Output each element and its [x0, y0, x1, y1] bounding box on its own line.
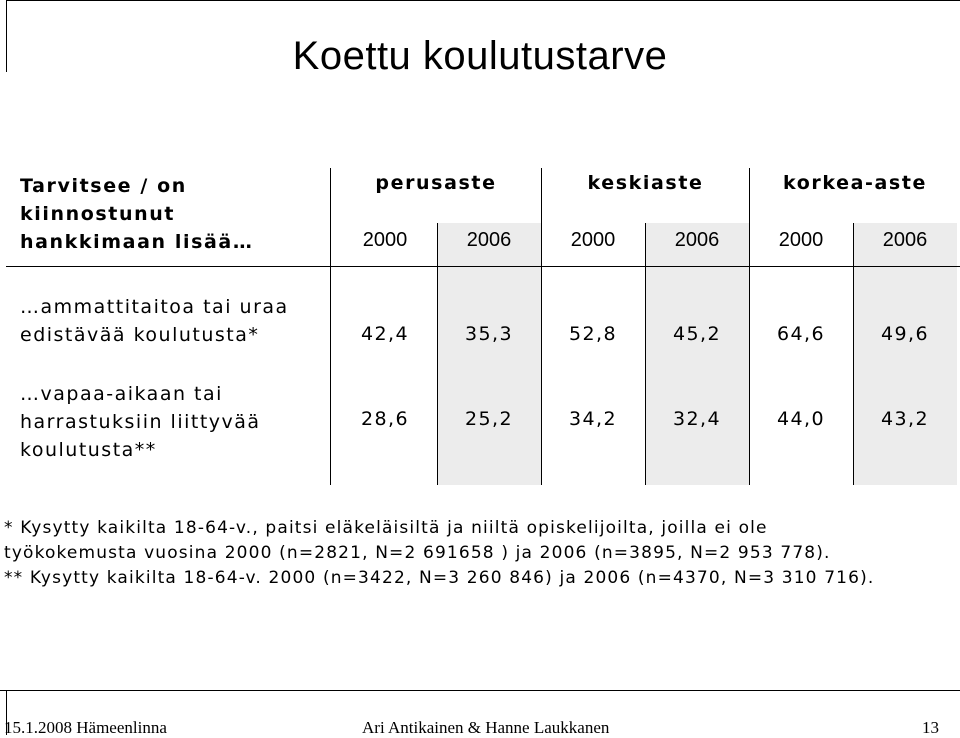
group-header-korkea-aste: korkea-aste — [783, 172, 927, 194]
table-cell: 25,2 — [465, 408, 513, 430]
table-divider-year-3 — [853, 223, 854, 485]
table-cell: 32,4 — [673, 408, 721, 430]
footer-date-place: 15.1.2008 Hämeenlinna — [4, 718, 167, 737]
table-cell: 52,8 — [569, 323, 617, 345]
row-label-line: edistävää koulutusta* — [20, 324, 260, 346]
group-header-keskiaste: keskiaste — [587, 172, 704, 194]
table-cell: 35,3 — [465, 323, 513, 345]
footer-page-number: 13 — [922, 718, 939, 737]
year-header: 2006 — [466, 229, 512, 251]
table-cell: 44,0 — [777, 408, 825, 430]
table-header-label — [20, 172, 253, 256]
slide-frame-top — [6, 0, 960, 1]
table-cell: 49,6 — [881, 323, 929, 345]
table-divider-year-2 — [645, 223, 646, 485]
footer-rule — [0, 690, 960, 691]
table-cell: 42,4 — [361, 323, 409, 345]
row-label-line: …vapaa-aikaan tai — [20, 383, 223, 405]
footer-authors: Ari Antikainen & Hanne Laukkanen — [362, 718, 610, 737]
year-header: 2000 — [778, 229, 824, 251]
footnote-line: työkokemusta vuosina 2000 (n=2821, N=2 691658 ) ja 2006 (n=3895, N=2 953 778). — [4, 543, 831, 563]
year-header: 2000 — [362, 229, 408, 251]
group-header-perusaste: perusaste — [375, 172, 497, 194]
year-header: 2006 — [882, 229, 928, 251]
column-shade-keskiaste-2006 — [645, 223, 749, 485]
row-label-line: harrastuksiin liittyvää — [20, 411, 261, 433]
table-divider-label — [330, 168, 331, 485]
table-cell: 28,6 — [361, 408, 409, 430]
year-header: 2006 — [674, 229, 720, 251]
header-label-line-2: kiinnostunut — [20, 203, 176, 225]
row-label-vapaa-aika — [20, 380, 261, 464]
footnotes — [4, 516, 960, 591]
table-header-rule — [6, 266, 960, 267]
row-label-line: koulutusta** — [20, 439, 157, 461]
table-cell: 43,2 — [881, 408, 929, 430]
row-label-ammattitaito — [20, 293, 289, 349]
header-label-line-1: Tarvitsee / on — [20, 175, 187, 197]
footnote-line: ** Kysytty kaikilta 18-64-v. 2000 (n=3422, N=3 260 846) ja 2006 (n=4370, N=3 310 716). — [4, 568, 875, 588]
column-shade-korkea-aste-2006 — [853, 223, 957, 485]
slide-title: Koettu koulutustarve — [292, 34, 668, 78]
table-cell: 45,2 — [673, 323, 721, 345]
table-divider-year-1 — [437, 223, 438, 485]
year-header: 2000 — [570, 229, 616, 251]
footnote-line: * Kysytty kaikilta 18-64-v., paitsi eläkeläisiltä ja niiltä opiskelijoilta, joilla ei ole — [4, 518, 768, 538]
header-label-line-3: hankkimaan lisää… — [20, 231, 254, 253]
table-cell: 34,2 — [569, 408, 617, 430]
table-cell: 64,6 — [777, 323, 825, 345]
column-shade-perusaste-2006 — [437, 223, 541, 485]
row-label-line: …ammattitaitoa tai uraa — [20, 296, 289, 318]
